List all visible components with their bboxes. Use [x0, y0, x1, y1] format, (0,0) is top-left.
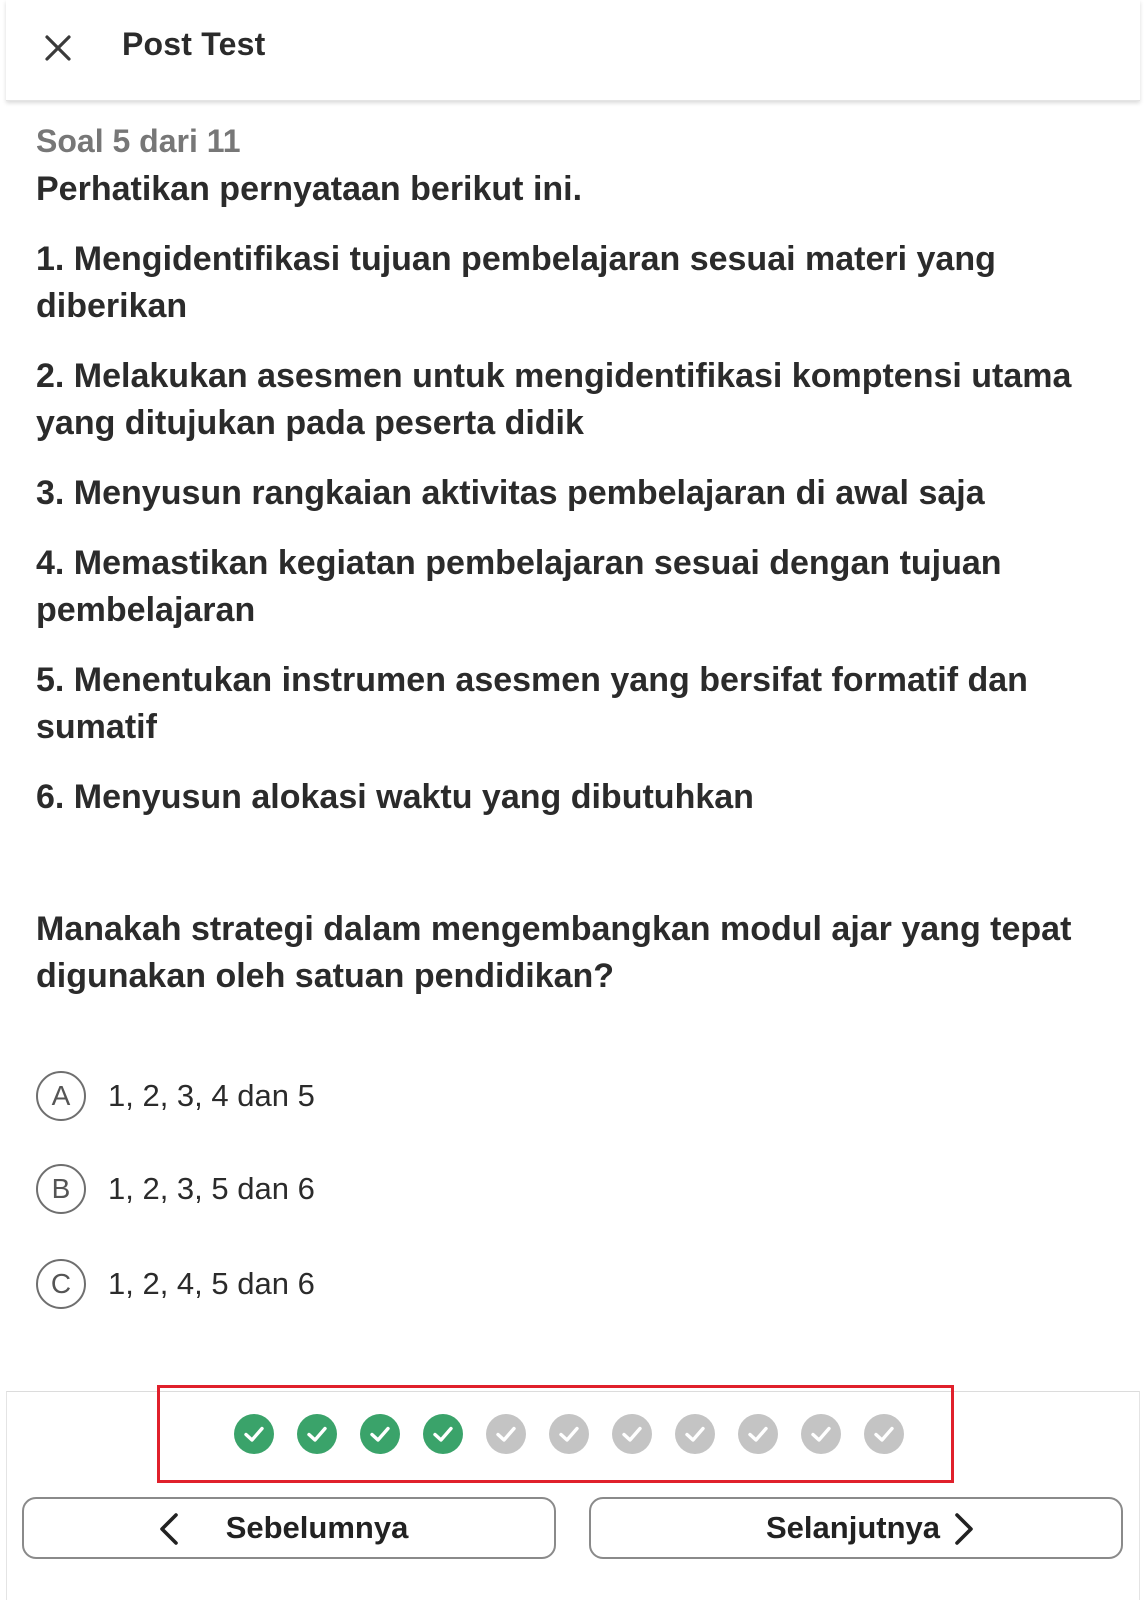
close-icon[interactable]: [38, 28, 78, 68]
statement-item: 1. Mengidentifikasi tujuan pembelajaran sesuai materi yang diberikan: [36, 240, 996, 325]
option-letter-b: B: [36, 1164, 86, 1214]
option-letter-c: C: [36, 1259, 86, 1309]
statement-item: 2. Melakukan asesmen untuk mengidentifikasi komptensi utama yang ditujukan pada peserta didik: [36, 357, 1072, 442]
statement-item: 6. Menyusun alokasi waktu yang dibutuhkan: [36, 778, 754, 816]
progress-dot-unanswered[interactable]: [549, 1414, 589, 1454]
checkmark-icon: [242, 1422, 266, 1446]
progress-dot-unanswered[interactable]: [738, 1414, 778, 1454]
progress-dot-answered[interactable]: [423, 1414, 463, 1454]
question-progress-indicator: [234, 1414, 904, 1454]
statement-item: 5. Menentukan instrumen asesmen yang bersifat formatif dan sumatif: [36, 661, 1028, 746]
checkmark-icon: [494, 1422, 518, 1446]
checkmark-icon: [620, 1422, 644, 1446]
option-letter-a: A: [36, 1071, 86, 1121]
page-title: Post Test: [122, 26, 266, 62]
progress-dot-unanswered[interactable]: [801, 1414, 841, 1454]
question-statements: [36, 166, 1116, 844]
previous-button-label: Sebelumnya: [225, 1510, 409, 1545]
next-button-label: Selanjutnya: [766, 1510, 940, 1545]
progress-dot-unanswered[interactable]: [612, 1414, 652, 1454]
chevron-right-icon: [945, 1511, 981, 1547]
top-bar: [6, 0, 1140, 101]
progress-dot-answered[interactable]: [360, 1414, 400, 1454]
statement-item: 4. Memastikan kegiatan pembelajaran sesuai dengan tujuan pembelajaran: [36, 544, 1002, 629]
option-text-a: 1, 2, 3, 4 dan 5: [108, 1078, 315, 1113]
progress-dot-answered[interactable]: [234, 1414, 274, 1454]
checkmark-icon: [431, 1422, 455, 1446]
progress-dot-unanswered[interactable]: [675, 1414, 715, 1454]
previous-button[interactable]: [22, 1497, 556, 1559]
checkmark-icon: [683, 1422, 707, 1446]
progress-dot-unanswered[interactable]: [864, 1414, 904, 1454]
progress-dot-answered[interactable]: [297, 1414, 337, 1454]
checkmark-icon: [305, 1422, 329, 1446]
option-c[interactable]: [36, 1256, 315, 1312]
progress-dot-unanswered[interactable]: [486, 1414, 526, 1454]
statement-item: 3. Menyusun rangkaian aktivitas pembelajaran di awal saja: [36, 474, 985, 512]
option-text-b: 1, 2, 3, 5 dan 6: [108, 1171, 315, 1206]
next-button[interactable]: [589, 1497, 1123, 1559]
checkmark-icon: [557, 1422, 581, 1446]
checkmark-icon: [368, 1422, 392, 1446]
question-prompt: Manakah strategi dalam mengembangkan modul ajar yang tepat digunakan oleh satuan pendidikan?: [36, 910, 1072, 995]
checkmark-icon: [746, 1422, 770, 1446]
checkmark-icon: [872, 1422, 896, 1446]
question-counter: Soal 5 dari 11: [36, 123, 241, 159]
option-b[interactable]: [36, 1161, 315, 1217]
question-intro: Perhatikan pernyataan berikut ini.: [36, 170, 583, 208]
checkmark-icon: [809, 1422, 833, 1446]
option-text-c: 1, 2, 4, 5 dan 6: [108, 1266, 315, 1301]
option-a[interactable]: [36, 1068, 315, 1124]
chevron-left-icon: [152, 1511, 188, 1547]
